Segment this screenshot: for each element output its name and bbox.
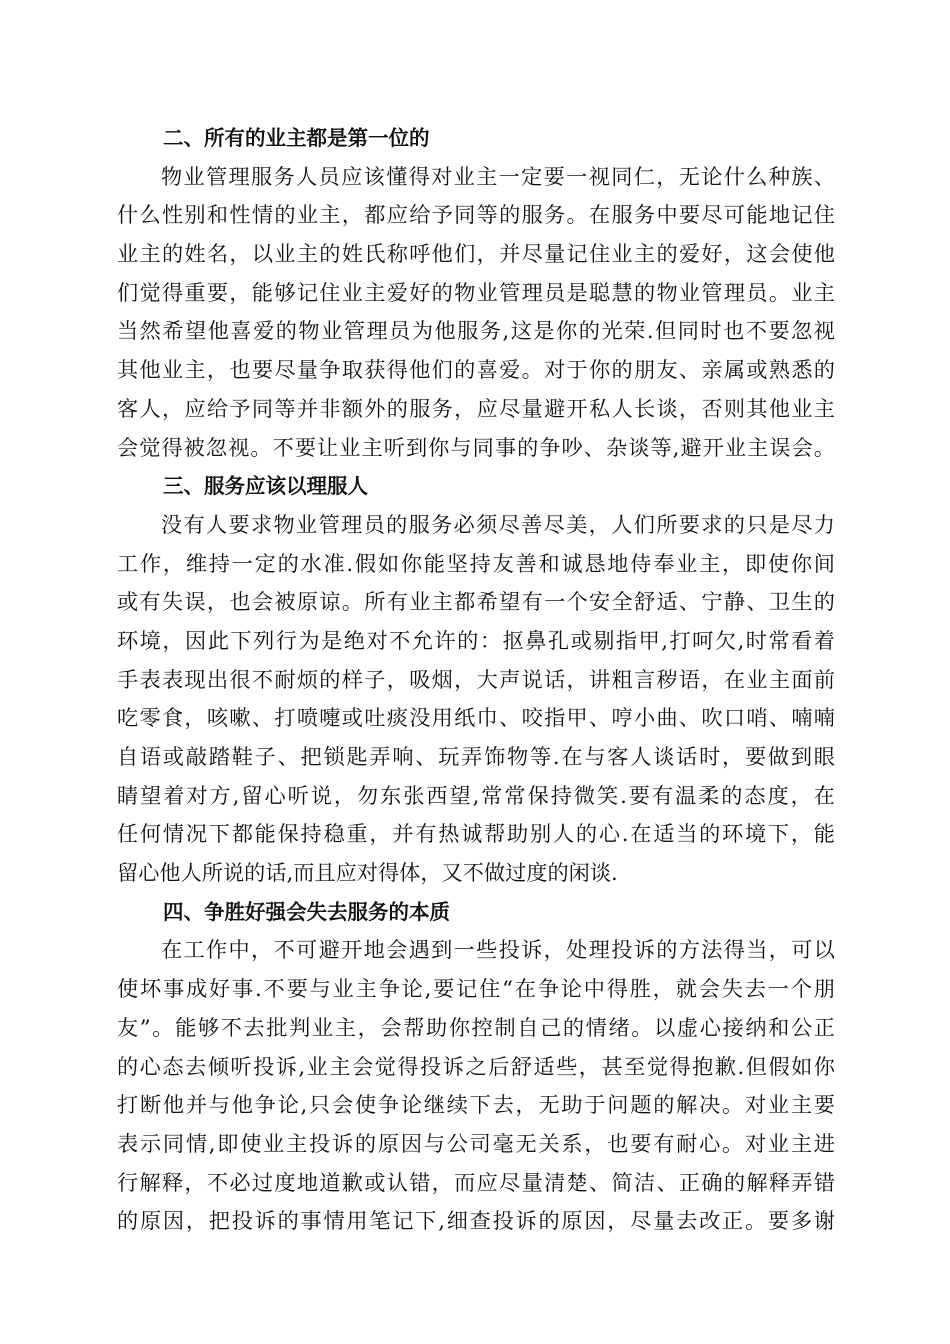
paragraph-line: 自语或敲踏鞋子、把锁匙弄响、玩弄饰物等.在与客人谈话时，要做到眼 bbox=[117, 744, 835, 769]
paragraph-line: 睛望着对方,留心听说，勿东张西望,常常保持微笑.要有温柔的态度，在 bbox=[117, 782, 835, 808]
paragraph-line: 物业管理服务人员应该懂得对业主一定要一视同仁，无论什么种族、 bbox=[161, 163, 835, 189]
paragraph-line: 打断他并与他争论,只会使争论继续下去，无助于问题的解决。对业主要 bbox=[117, 1092, 835, 1118]
paragraph-line: 留心他人所说的话,而且应对得体，又不做过度的闲谈. bbox=[117, 860, 618, 886]
paragraph-line: 没有人要求物业管理员的服务必须尽善尽美，人们所要求的只是尽力 bbox=[161, 511, 835, 537]
paragraph-line: 客人，应给予同等并非额外的服务，应尽量避开私人长谈，否则其他业主 bbox=[117, 395, 835, 421]
paragraph-line: 会觉得被忽视。不要让业主听到你与同事的争吵、杂谈等,避开业主误会。 bbox=[117, 434, 835, 460]
paragraph-line: 其他业主，也要尽量争取获得他们的喜爱。对于你的朋友、亲属或熟悉的 bbox=[117, 357, 835, 383]
paragraph-line: 的原因，把投诉的事情用笔记下,细查投诉的原因，尽量去改正。要多谢 bbox=[117, 1208, 835, 1234]
paragraph-line: 手表表现出很不耐烦的样子，吸烟，大声说话，讲粗言秽语，在业主面前 bbox=[117, 666, 835, 692]
section-heading: 三、服务应该以理服人 bbox=[163, 474, 368, 499]
paragraph-line: 当然希望他喜爱的物业管理员为他服务,这是你的光荣.但同时也不要忽视 bbox=[117, 318, 835, 344]
paragraph-line: 任何情况下都能保持稳重，并有热诚帮助别人的心.在适当的环境下，能 bbox=[117, 821, 835, 847]
paragraph-line: 表示同情,即使业主投诉的原因与公司毫无关系，也要有耐心。对业主进 bbox=[117, 1130, 835, 1156]
paragraph-line: 什么性别和性情的业主，都应给予同等的服务。在服务中要尽可能地记住 bbox=[117, 202, 835, 228]
paragraph-line: 在工作中，不可避开地会遇到一些投诉，处理投诉的方法得当，可以 bbox=[161, 937, 835, 963]
paragraph-line: 的心态去倾听投诉,业主会觉得投诉之后舒适些，甚至觉得抱歉.但假如你 bbox=[117, 1053, 835, 1079]
section-heading: 四、争胜好强会失去服务的本质 bbox=[163, 899, 450, 924]
paragraph-line: 环境，因此下列行为是绝对不允许的：抠鼻孔或剔指甲,打呵欠,时常看着 bbox=[117, 627, 835, 653]
paragraph-line: 使坏事成好事.不要与业主争论,要记住“在争论中得胜，就会失去一个朋 bbox=[117, 976, 835, 1002]
document-page bbox=[117, 119, 835, 1241]
paragraph-line: 或有失误，也会被原谅。所有业主都希望有一个安全舒适、宁静、卫生的 bbox=[117, 589, 835, 615]
paragraph-line: 吃零食，咳嗽、打喷嚏或吐痰没用纸巾、咬指甲、哼小曲、吹口哨、喃喃 bbox=[117, 705, 835, 731]
paragraph-line: 友”。能够不去批判业主，会帮助你控制自己的情绪。以虚心接纳和公正 bbox=[117, 1014, 835, 1040]
paragraph-line: 业主的姓名，以业主的姓氏称呼他们，并尽量记住业主的爱好，这会使他 bbox=[117, 241, 835, 267]
section-heading: 二、所有的业主都是第一位的 bbox=[163, 126, 430, 150]
paragraph-line: 工作，维持一定的水准.假如你能坚持友善和诚恳地侍奉业主，即使你间 bbox=[117, 550, 835, 576]
paragraph-line: 行解释，不必过度地道歉或认错，而应尽量清楚、简洁、正确的解释弄错 bbox=[117, 1169, 835, 1195]
paragraph-line: 们觉得重要，能够记住业主爱好的物业管理员是聪慧的物业管理员。业主 bbox=[117, 279, 835, 305]
